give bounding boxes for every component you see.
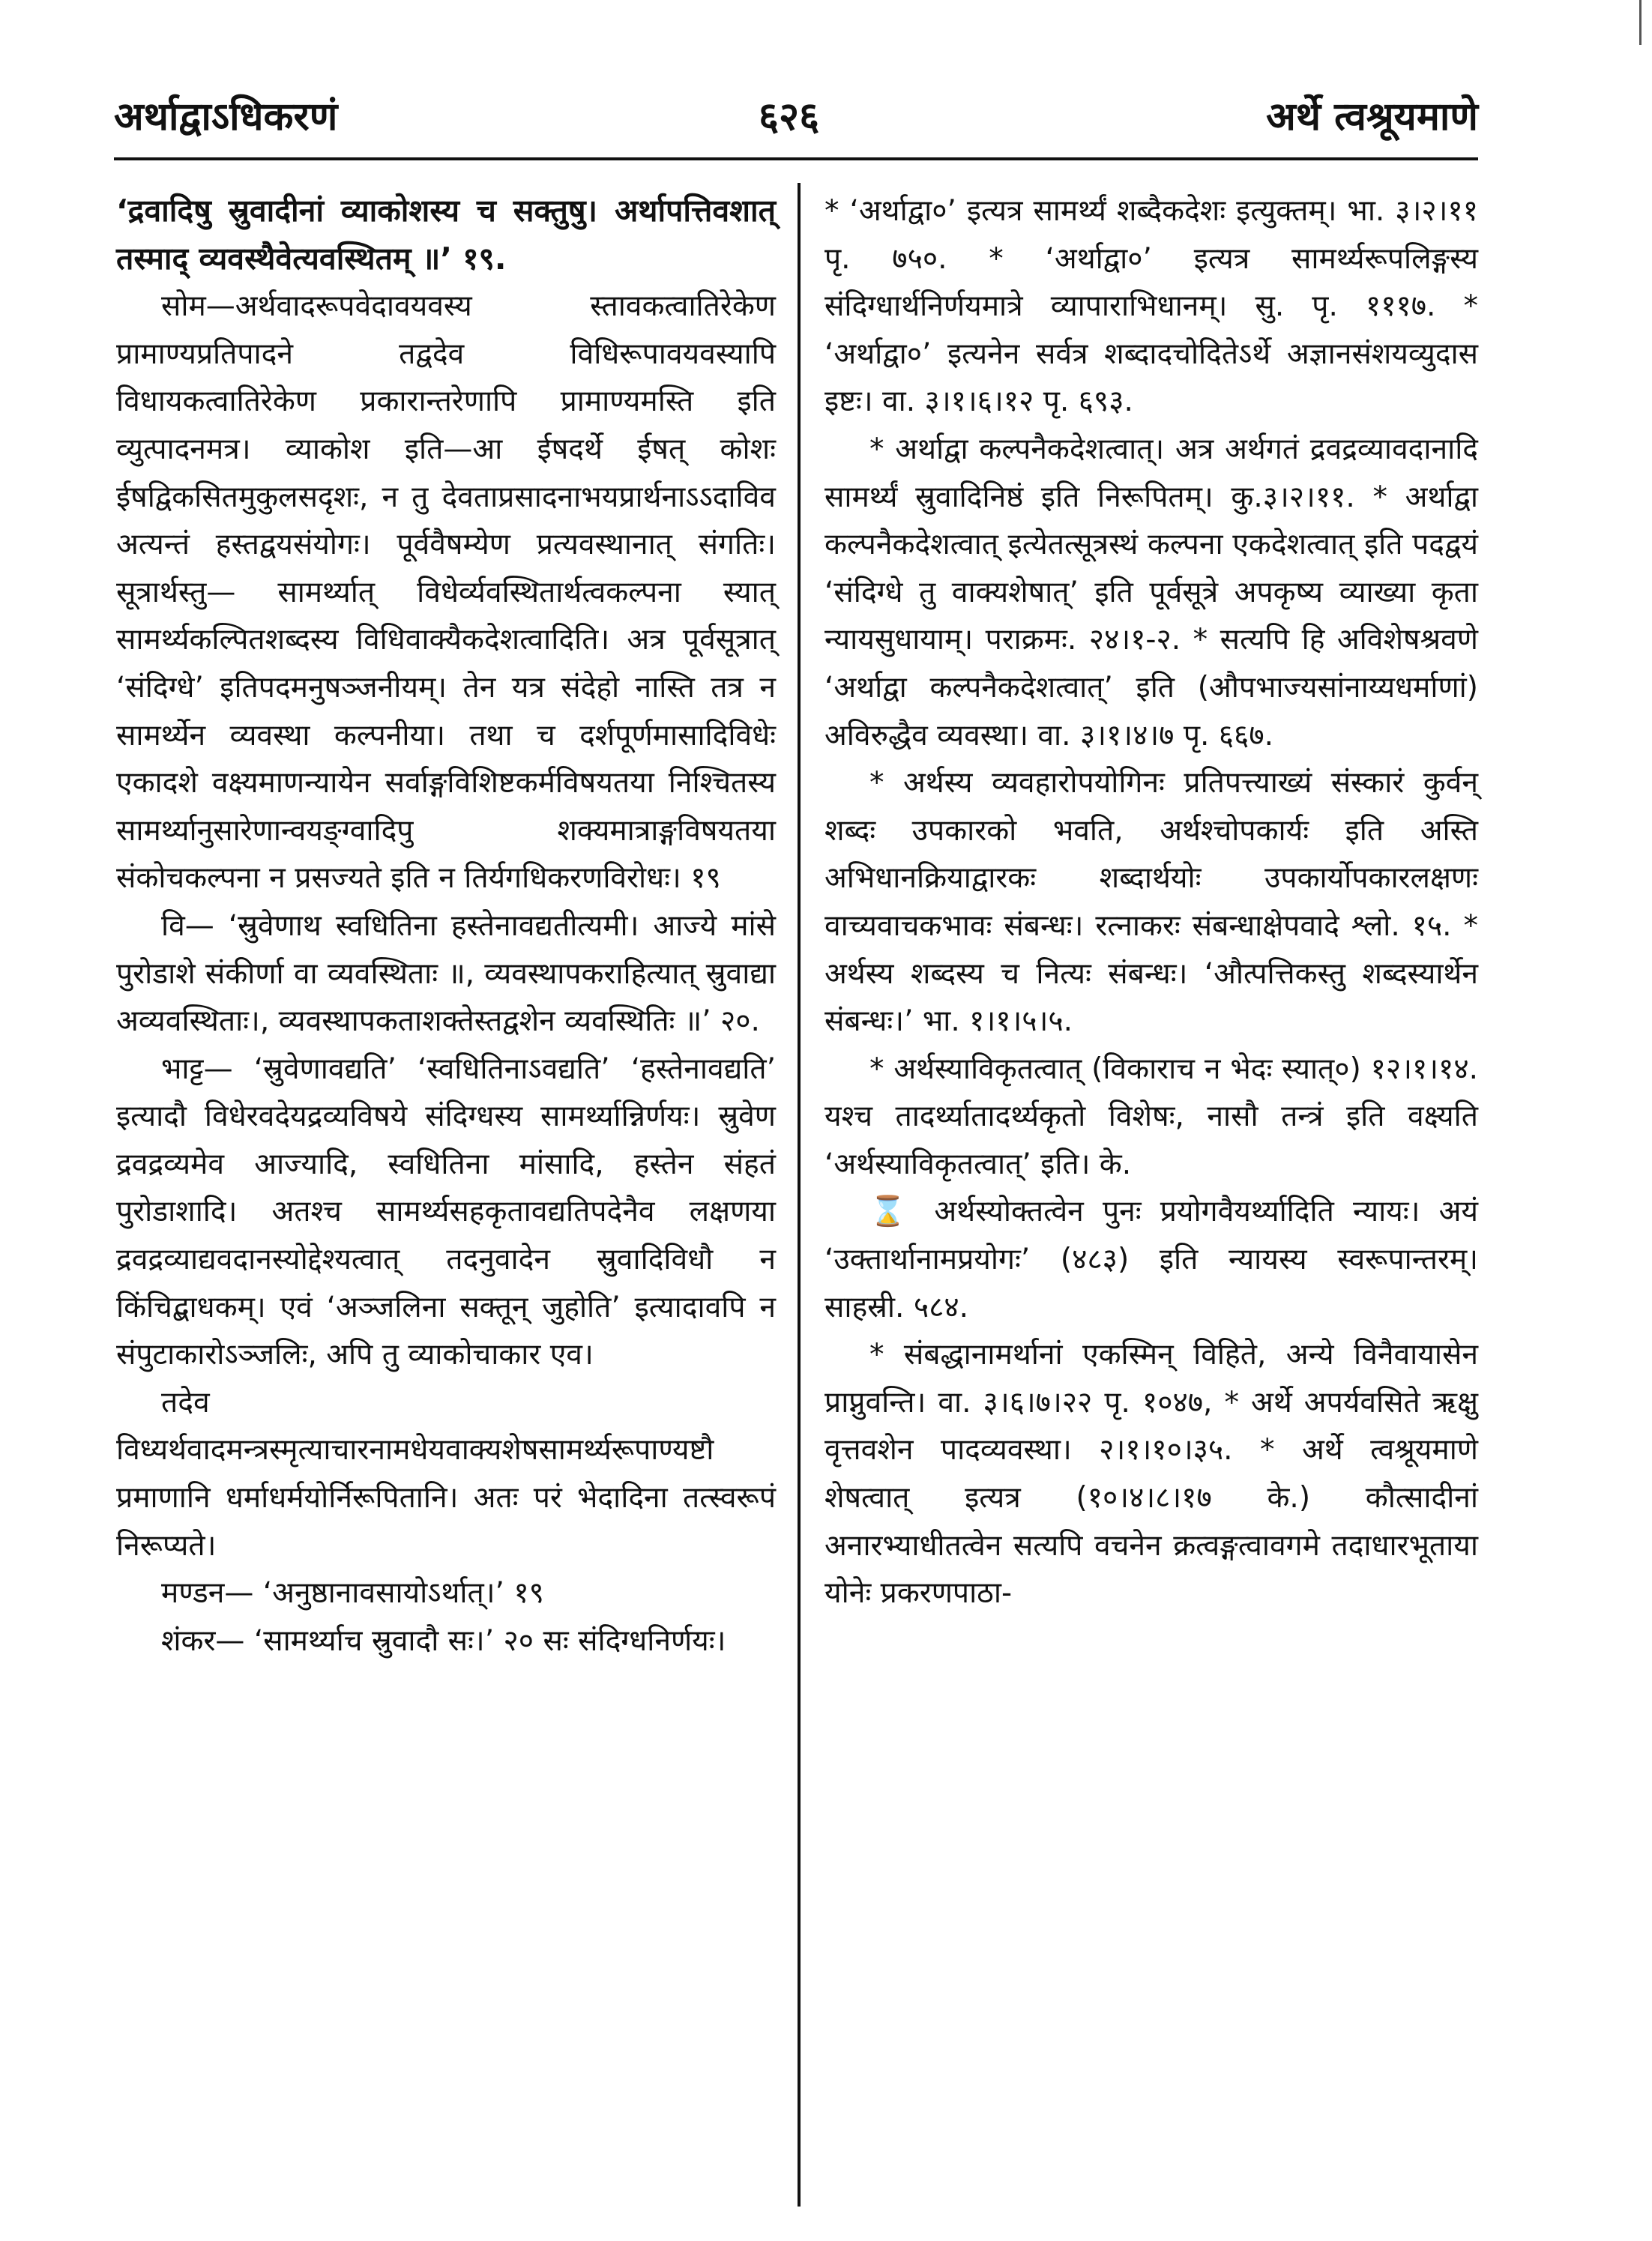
header-rule: [114, 157, 1478, 160]
entry-arthasya-uktatvena: ⌛ अर्थस्योक्तत्वेन पुनः प्रयोगवैयर्थ्यादिति न्यायः। अयं ‘उक्तार्थानामप्रयोगः’ (४८३) इति न्यायस्य स्वरूपान्तरम्। साहस्री. ५८४.: [825, 1195, 1478, 1324]
left-column: [116, 187, 776, 1665]
page-edge-mark: [1632, 0, 1642, 45]
entry-arthasya-vyavahara: * अर्थस्य व्यवहारोपयोगिनः प्रतिपत्त्याख्यं संस्कारं कुर्वन् शब्दः उपकारको भवति, अर्थश्चोपकार्यः इति अस्ति अभिधानक्रियाद्वारकः शब्दार्थयोः उपकार्योपकारलक्षणः वाच्यवाचकभावः संबन्धः। रत्नाकरः संबन्धाक्षेपवादे श्लो. १५. * अर्थस्य शब्दस्य च नित्यः संबन्धः। ‘औत्पत्तिकस्तु शब्दस्यार्थेन संबन्धः।’ भा. १।१।५।५.: [825, 766, 1478, 1039]
commentary-bhatta: भाट्ट— ‘स्रुवेणावद्यति’ ‘स्वधितिनाऽवद्यति’ ‘हस्तेनावद्यति’ इत्यादौ विधेरवदेयद्रव्यविषये संदिग्धस्य सामर्थ्यान्निर्णयः। स्रुवेण द्रवद्रव्यमेव आज्यादि, स्वधितिना मांसादि, हस्तेन संहतं पुरोडाशादि। अतश्च सामर्थ्यसहकृतावद्यतिपदेनैव लक्षणया द्रवद्रव्याद्यवदानस्योद्देश्यत्वात् तदनुवादेन स्रुवादिविधौ न किंचिद्बाधकम्। एवं ‘अञ्जलिना सक्तून् जुहोति’ इत्यादावपि न संपुटाकारोऽञ्जलिः, अपि तु व्याकोचाकार एव।: [116, 1052, 776, 1372]
summary-paragraph: तदेव विध्यर्थवादमन्त्रस्मृत्याचारनामधेयवाक्यशेषसामर्थ्यरूपाण्यष्टौ प्रमाणानि धर्माधर्मयोर्निरूपितानि। अतः परं भेदादिना तत्स्वरूपं निरूप्यते।: [116, 1385, 776, 1563]
commentary-mandana: मण्डन— ‘अनुष्ठानावसायोऽर्थात्।’ १९: [161, 1576, 544, 1611]
right-column: [825, 187, 1478, 1617]
entry-sambaddhanam-arthanam: * संबद्धानामर्थानां एकस्मिन् विहिते, अन्ये विनैवायासेन प्राप्नुवन्ति। वा. ३।६।७।२२ पृ. १०४७, * अर्थे अपर्यवसिते ऋक्षु वृत्तवशेन पादव्यवस्था। २।१।१०।३५. * अर्थे त्वश्रूयमाणे शेषत्वात् इत्यत्र (१०।४।८।१७ के.) कौत्सादीनां अनारभ्याधीतत्वेन सत्यपि वचनेन क्रत्वङ्गत्वावगमे तदाधारभूताया योनेः प्रकरणपाठा-: [825, 1338, 1478, 1611]
verse-quote: ‘द्रवादिषु स्रुवादीनां व्याकोशस्य च सक्तुषु। अर्थापत्तिवशात् तस्माद् व्यवस्थैवेत्यवस्थितम् ॥’ १९.: [116, 193, 776, 277]
entry-arthasya-avikrtatvat: * अर्थस्याविकृतत्वात् (विकाराच न भेदः स्यात्०) १२।१।१४. यश्च तादर्थ्यातादर्थ्यकृतो विशेषः, नासौ तन्त्रं इति वक्ष्यति ‘अर्थस्याविकृतत्वात्’ इति। के.: [825, 1052, 1478, 1181]
commentary-vi: वि— ‘स्रुवेणाथ स्वधितिना हस्तेनावद्यतीत्यमी। आज्ये मांसे पुरोडाशे संकीर्णा वा व्यवस्थिताः ॥, व्यवस्थापकराहित्यात् स्रुवाद्या अव्यवस्थिताः।, व्यवस्थापकताशक्तेस्तद्वशेन व्यवस्थितिः ॥’ २०.: [116, 908, 776, 1039]
entry-arthadva-kalpana: * अर्थाद्वा कल्पनैकदेशत्वात्। अत्र अर्थगतं द्रवद्रव्यावदानादि सामर्थ्यं स्रुवादिनिष्ठं इति निरूपितम्। कु.३।२।११. * अर्थाद्वा कल्पनैकदेशत्वात् इत्येतत्सूत्रस्थं कल्पना एकदेशत्वात् इति पदद्वयं ‘संदिग्धे तु वाक्यशेषात्’ इति पूर्वसूत्रे अपकृष्य व्याख्या कृता न्यायसुधायाम्। पराक्रमः. २४।१-२. * सत्यपि हि अविशेषश्रवणे ‘अर्थाद्वा कल्पनैकदेशत्वात्’ इति (औपभाज्यसांनाय्यधर्माणां) अविरुद्धैव व्यवस्था। वा. ३।१।४।७ पृ. ६६७.: [825, 432, 1478, 752]
entry-arthadva-references: * ‘अर्थाद्वा०’ इत्यत्र सामर्थ्यं शब्दैकदेशः इत्युक्तम्। भा. ३।२।११ पृ. ७५०. * ‘अर्थाद्वा०’ इत्यत्र सामर्थ्यरूपलिङ्गस्य संदिग्धार्थनिर्णयमात्रे व्यापाराभिधानम्। सु. पृ. १११७. * ‘अर्थाद्वा०’ इत्यनेन सर्वत्र शब्दादचोदितेऽर्थे अज्ञानसंशयव्युदास इष्टः। वा. ३।१।६।१२ पृ. ६९३.: [825, 194, 1478, 419]
header-section-title: अर्थाद्वाऽधिकरणं: [114, 94, 338, 139]
header-entry-word: अर्थे त्वश्रूयमाणे: [1266, 94, 1478, 139]
commentary-shankara: शंकर— ‘सामर्थ्याच स्रुवादौ सः।’ २० सः संदिग्धनिर्णयः।: [161, 1623, 726, 1658]
column-divider: [798, 183, 801, 2207]
commentary-soma: सोम—अर्थवादरूपवेदावयवस्य स्तावकत्वातिरेकेण प्रामाण्यप्रतिपादने तद्वदेव विधिरूपावयवस्यापि विधायकत्वातिरेकेण प्रकारान्तरेणापि प्रामाण्यमस्ति इति व्युत्पादनमत्र। व्याकोश इति—आ ईषदर्थे ईषत् कोशः ईषद्विकसितमुकुलसदृशः, न तु देवताप्रसादनाभयप्रार्थनाऽऽदाविव अत्यन्तं हस्तद्वयसंयोगः। पूर्ववैषम्येण प्रत्यवस्थानात् संगतिः। सूत्रार्थस्तु— सामर्थ्यात् विधेर्व्यवस्थितार्थत्वकल्पना स्यात् सामर्थ्यकल्पितशब्दस्य विधिवाक्यैकदेशत्वादिति। अत्र पूर्वसूत्रात् ‘संदिग्धे’ इतिपदमनुषञ्जनीयम्। तेन यत्र संदेहो नास्ति तत्र न सामर्थ्येन व्यवस्था कल्पनीया। तथा च दर्शपूर्णमासादिविधेः एकादशे वक्ष्यमाणन्यायेन सर्वाङ्गविशिष्टकर्मविषयतया निश्चितस्य सामर्थ्यानुसारेणान्वयङ्ग्वादिपु शक्यमात्राङ्गविषयतया संकोचकल्पना न प्रसज्यते इति न तिर्यगधिकरणविरोधः। १९: [116, 289, 776, 896]
page-number: ६२६: [759, 94, 820, 139]
running-header: [114, 88, 1478, 148]
